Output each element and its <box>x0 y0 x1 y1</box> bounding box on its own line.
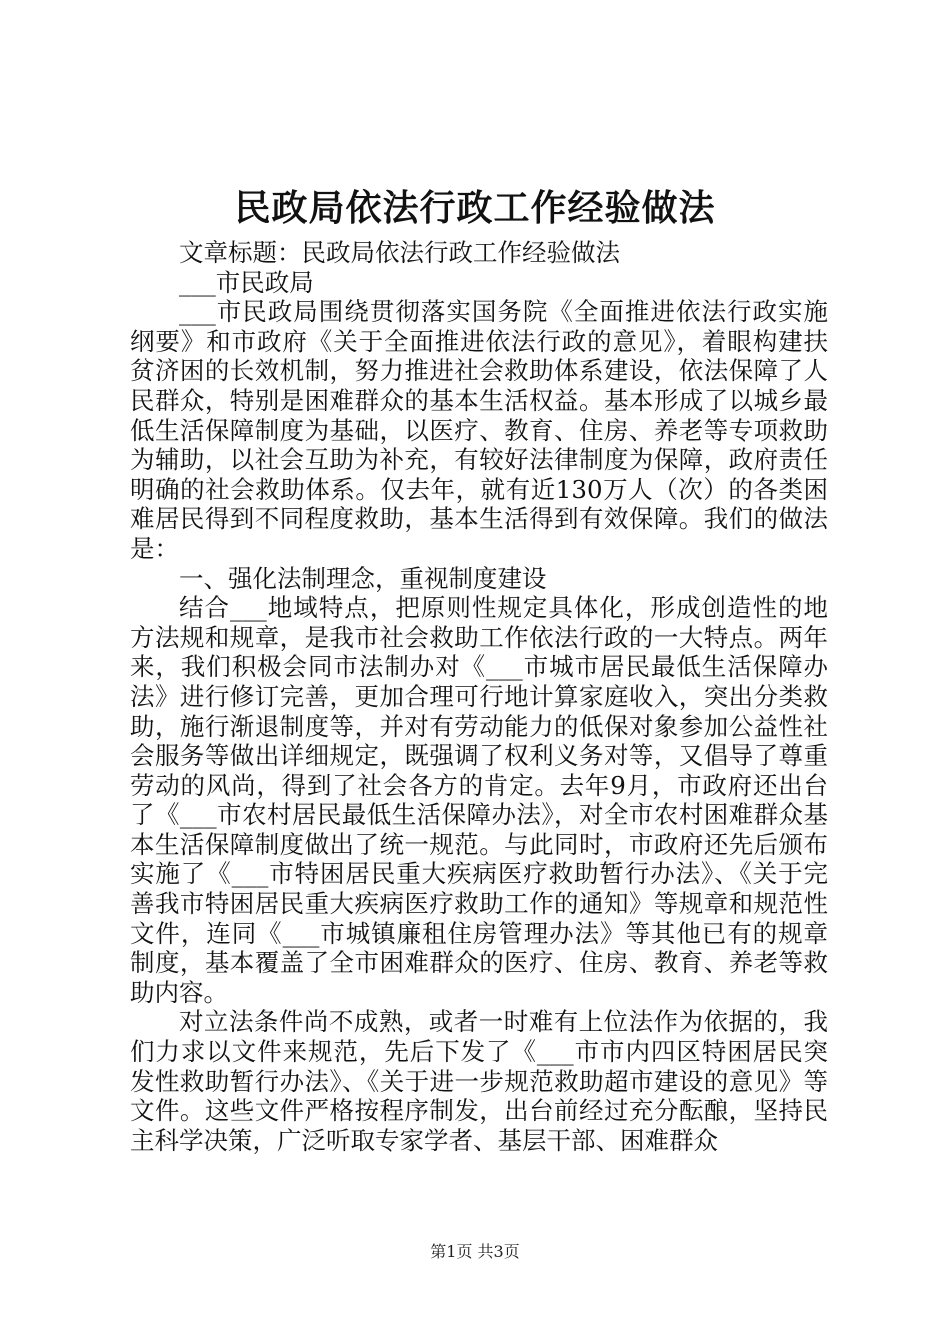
document-title: 民政局依法行政工作经验做法 <box>234 187 716 229</box>
document-body <box>130 238 828 1155</box>
body-paragraph: ___市民政局围绕贯彻落实国务院《全面推进依法行政实施纲要》和市政府《关于全面推进依法行政的意见》，着眼构建扶贫济困的长效机制，努力推进社会救助体系建设，依法保障了人民群众，特别是困难群众的基本生活权益。基本形成了以城乡最低生活保障制度为基础，以医疗、教育、住房、养老等专项救助为辅助，以社会互助为补充，有较好法律制度为保障，政府责任明确的社会救助体系。仅去年，就有近130万人（次）的各类困难居民得到不同程度救助，基本生活得到有效保障。我们的做法是： <box>130 297 828 563</box>
article-title-line: 文章标题：民政局依法行政工作经验做法 <box>179 238 620 267</box>
body-paragraph: 结合___地域特点，把原则性规定具体化，形成创造性的地方法规和规章，是我市社会救助工作依法行政的一大特点。两年来，我们积极会同市法制办对《___市城市居民最低生活保障办法》进行修订完善，更加合理可行地计算家庭收入，突出分类救助，施行渐退制度等，并对有劳动能力的低保对象参加公益性社会服务等做出详细规定，既强调了权利义务对等，又倡导了尊重劳动的风尚，得到了社会各方的肯定。去年9月，市政府还出台了《___市农村居民最低生活保障办法》，对全市农村困难群众基本生活保障制度做出了统一规范。与此同时，市政府还先后颁布实施了《___市特困居民重大疾病医疗救助暂行办法》、《关于完善我市特困居民重大疾病医疗救助工作的通知》等规章和规范性文件，连同《___市城镇廉租住房管理办法》等其他已有的规章制度，基本覆盖了全市困难群众的医疗、住房、教育、养老等救助内容。 <box>130 593 828 1007</box>
page-footer: 第1页 共3页 <box>430 1242 520 1261</box>
section-heading: 一、强化法制理念，重视制度建设 <box>179 563 547 593</box>
body-paragraph: 对立法条件尚不成熟，或者一时难有上位法作为依据的，我们力求以文件来规范，先后下发了《___市市内四区特困居民突发性救助暂行办法》、《关于进一步规范救助超市建设的意见》等文件。这些文件严格按程序制发，出台前经过充分酝酿，坚持民主科学决策，广泛听取专家学者、基层干部、困难群众 <box>130 1007 828 1155</box>
author-line: ___市民政局 <box>179 267 314 297</box>
